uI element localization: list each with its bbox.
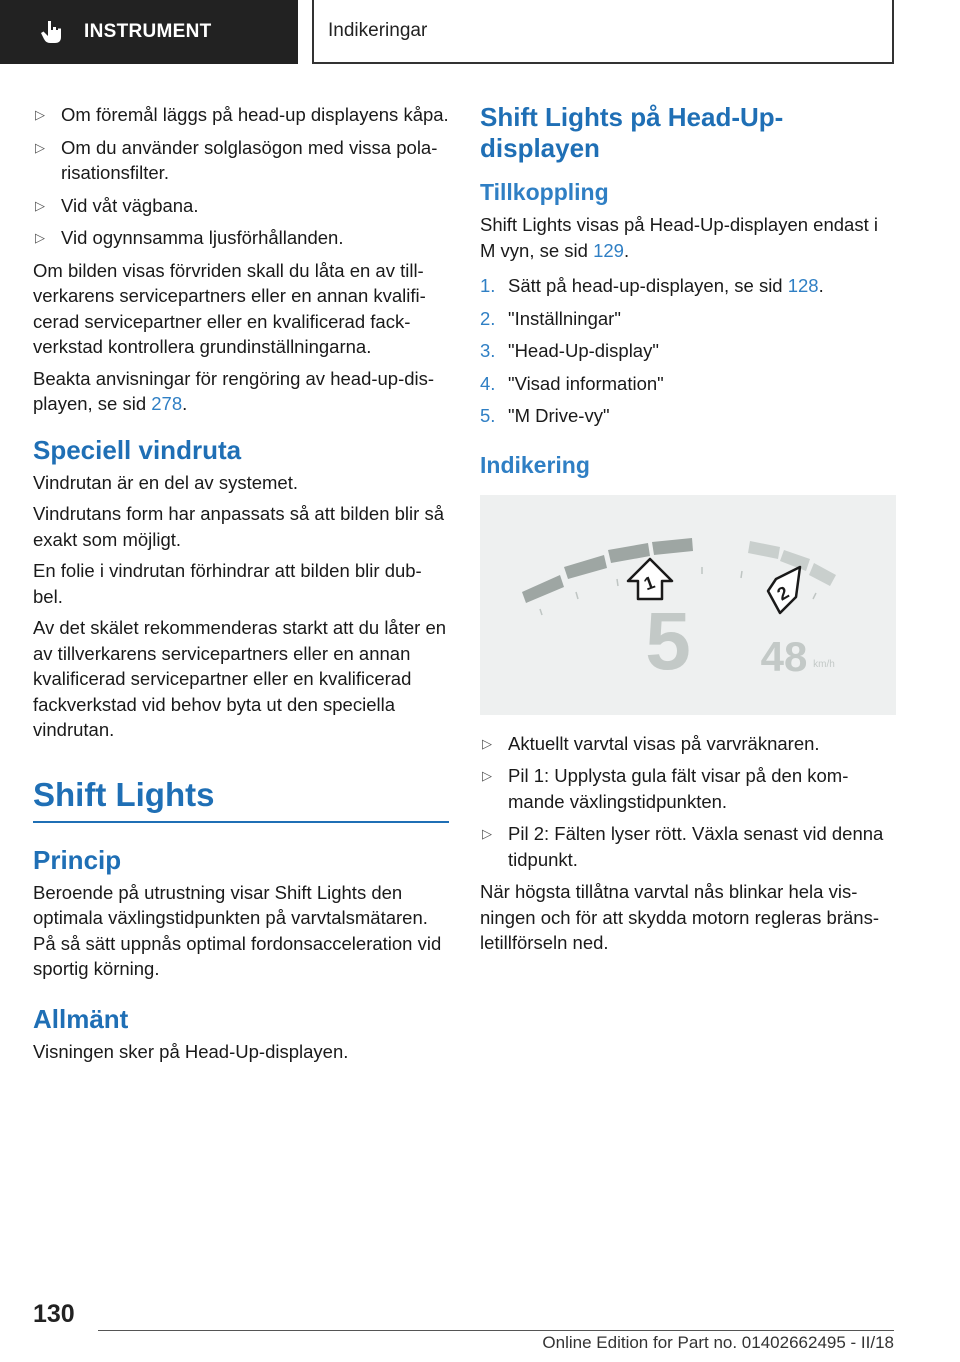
gear-indicator: 5 bbox=[645, 595, 691, 687]
list-item: 2. "Inställningar" bbox=[480, 307, 621, 329]
distortion-paragraph: Om bilden visas förvriden skall du låta en av till-verkarens servicepartners eller en annan kvalifi-cerad servicepartner eller en kvalificerad fack-verkstad kontrollera grundinställningarna. bbox=[33, 259, 426, 357]
callout-arrow-2 bbox=[768, 567, 800, 613]
hand-touch-icon bbox=[38, 18, 66, 46]
list-item: ▷ Om du använder solglasögon med vissa pola-risationsfilter. bbox=[35, 136, 438, 183]
final-paragraph: När högsta tillåtna varvtal nås blinkar hela vis-ningen och för att skydda motorn regleras bräns-letillförseln ned. bbox=[480, 881, 879, 953]
indikering-list bbox=[480, 731, 896, 873]
arc-segment bbox=[809, 563, 836, 586]
footer-divider bbox=[98, 1330, 894, 1331]
list-item: 1. Sätt på head-up-displayen, se sid 128. bbox=[480, 275, 824, 296]
list-item: ▷ Vid våt vägbana. bbox=[33, 193, 449, 219]
edition-info: Online Edition for Part no. 01402662495 - II/18 bbox=[542, 1333, 894, 1352]
speciell-paragraph-1: Vindrutan är en del av systemet. bbox=[33, 471, 298, 493]
triangle-bullet-icon: ▷ bbox=[35, 107, 45, 122]
page-link-129[interactable]: 129 bbox=[593, 239, 624, 261]
triangle-bullet-icon: ▷ bbox=[35, 139, 45, 155]
heading-shift-lights-hud: Shift Lights på Head-Up-displayen bbox=[480, 102, 784, 163]
list-item: 5. "M Drive-vy" bbox=[480, 405, 610, 426]
list-item: 4. "Visad information" bbox=[480, 372, 664, 394]
shift-lights-illustration bbox=[480, 495, 896, 715]
tillkoppling-paragraph: Shift Lights visas på Head-Up-displayen endast i M vyn, se sid 129. bbox=[480, 214, 878, 261]
left-column bbox=[33, 102, 449, 1070]
allmant-paragraph: Visningen sker på Head-Up-displayen. bbox=[33, 1040, 349, 1062]
page-heading: Indikeringar bbox=[328, 20, 428, 41]
section-label: INSTRUMENT bbox=[84, 21, 212, 42]
triangle-bullet-icon: ▷ bbox=[482, 768, 492, 783]
arc-segment bbox=[522, 575, 564, 603]
heading-tillkoppling: Tillkoppling bbox=[480, 179, 609, 205]
speed-unit: km/h bbox=[813, 658, 835, 670]
heading-indikering: Indikering bbox=[480, 451, 590, 478]
arc-segment bbox=[608, 543, 650, 563]
page-link-128[interactable]: 128 bbox=[787, 275, 819, 296]
speciell-paragraph-2: Vindrutans form har anpassats så att bilden blir så exakt som möjligt. bbox=[33, 503, 444, 550]
triangle-bullet-icon: ▷ bbox=[482, 826, 492, 841]
page-link-278[interactable]: 278 bbox=[151, 393, 183, 414]
arc-segment bbox=[748, 541, 780, 559]
list-item: ▷ Pil 2: Fälten lyser rött. Växla senast vid denna tidpunkt. bbox=[482, 823, 884, 870]
svg-text:2: 2 bbox=[773, 581, 793, 604]
section-tab bbox=[0, 0, 298, 64]
conditions-list bbox=[33, 102, 449, 251]
triangle-bullet-icon: ▷ bbox=[482, 735, 492, 751]
heading-princip: Princip bbox=[33, 844, 122, 875]
triangle-bullet-icon: ▷ bbox=[35, 197, 45, 213]
page-heading-box bbox=[312, 0, 894, 64]
arc-segment bbox=[652, 538, 693, 555]
steps-list bbox=[480, 273, 896, 429]
heading-speciell-vindruta: Speciell vindruta bbox=[33, 434, 242, 465]
speciell-paragraph-3: En folie i vindrutan förhindrar att bilden blir dub-bel. bbox=[33, 560, 422, 607]
princip-paragraph: Beroende på utrustning visar Shift Lights den optimala växlingstidpunkten på varvtalsmätaren. På så sätt uppnås optimal fordonsacceleration vid sportig körning. bbox=[33, 881, 442, 979]
list-item: 3. "Head-Up-display" bbox=[480, 340, 659, 361]
shift-lights-figure bbox=[480, 495, 896, 715]
list-item: ▷ Om föremål läggs på head-up displayens kåpa. bbox=[33, 102, 449, 128]
list-item: ▷ Aktuellt varvtal visas på varvräknaren. bbox=[480, 731, 896, 757]
arc-segment bbox=[564, 555, 607, 579]
page-number: 130 bbox=[33, 1300, 75, 1328]
right-column bbox=[480, 102, 896, 962]
list-item: ▷ Pil 1: Upplysta gula fält visar på den kom-mande växlingstidpunkten. bbox=[482, 765, 849, 812]
svg-text:1: 1 bbox=[641, 571, 658, 594]
heading-allmant: Allmänt bbox=[33, 1003, 129, 1034]
speciell-paragraph-4: Av det skälet rekommenderas starkt att du låter en av tillverkarens servicepartners eller en annan kvalificerad servicepartner eller en kvalificerad fackverkstad vid behov byta ut den speciella vindrutan. bbox=[33, 617, 447, 740]
callout-arrow-1 bbox=[628, 559, 672, 599]
triangle-bullet-icon: ▷ bbox=[35, 230, 45, 245]
speed-value: 48 bbox=[760, 632, 808, 680]
list-item: ▷ Vid ogynnsamma ljusförhållanden. bbox=[33, 225, 449, 251]
heading-shift-lights: Shift Lights bbox=[33, 775, 449, 823]
arc-segment bbox=[780, 550, 810, 571]
cleaning-paragraph: Beakta anvisningar för rengöring av head-up-dis-playen, se sid 278. bbox=[33, 367, 435, 414]
